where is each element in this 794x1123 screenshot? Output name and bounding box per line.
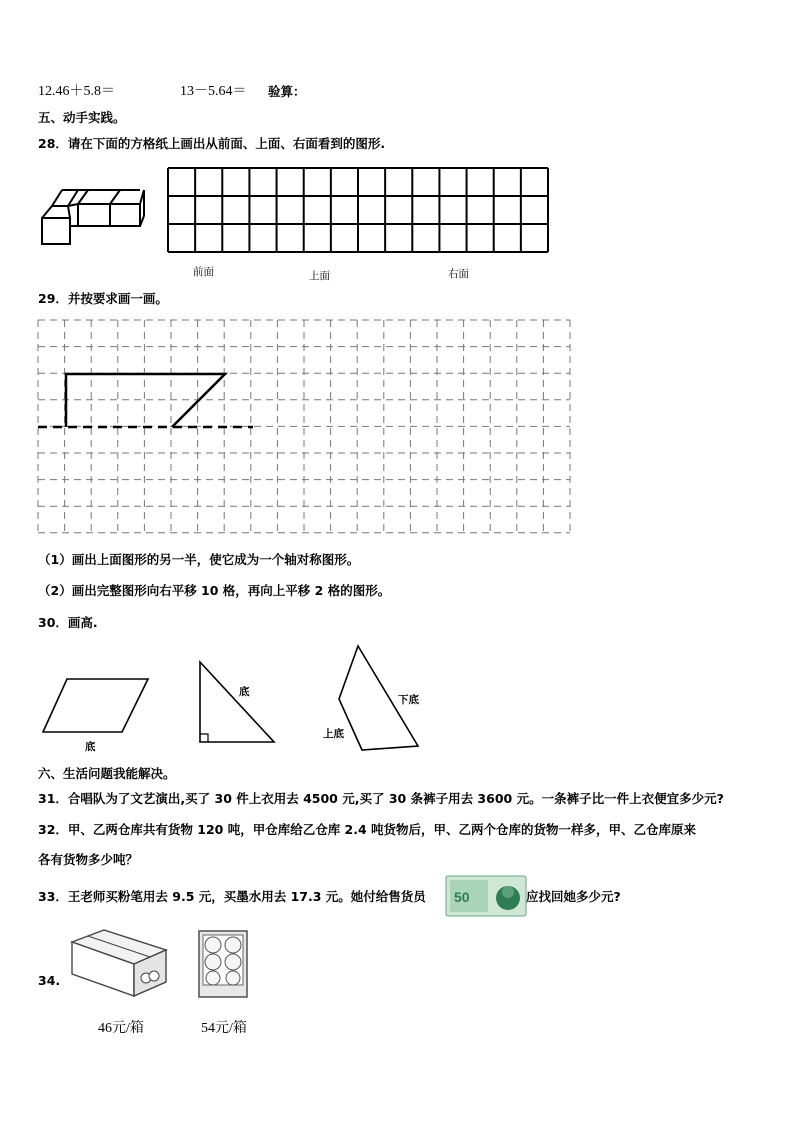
box-image xyxy=(66,928,170,1000)
trapezoid-bottom-label: 下底 xyxy=(398,694,419,706)
q33-text-after: 应找回她多少元? xyxy=(526,889,621,904)
cube-stack-figure xyxy=(38,184,148,248)
q30-text: 30．画高. xyxy=(38,615,98,630)
expression-subtraction: 13－5.64＝ xyxy=(180,84,247,99)
price-box: 46元/箱 xyxy=(98,1021,144,1036)
triangle-base-label: 底 xyxy=(239,686,250,698)
q33-text-before: 33．王老师买粉笔用去 9.5 元，买墨水用去 17.3 元。她付给售货员 xyxy=(38,889,426,904)
q29-text: 29．并按要求画一画。 xyxy=(38,291,168,306)
dashed-grid-q29 xyxy=(38,320,574,538)
price-crate: 54元/箱 xyxy=(201,1021,247,1036)
q29-sub2: （2）画出完整图形向右平移 10 格，再向上平移 2 格的图形。 xyxy=(38,583,391,598)
q28-text: 28．请在下面的方格纸上画出从前面、上面、右面看到的图形. xyxy=(38,136,386,151)
label-top: 上面 xyxy=(309,270,330,282)
check-label: 验算： xyxy=(268,84,306,99)
section5-title: 五、动手实践。 xyxy=(38,110,126,125)
label-front: 前面 xyxy=(193,266,214,278)
right-triangle xyxy=(196,660,282,760)
banknote-denomination: 50 xyxy=(454,889,470,905)
section6-title: 六、生活问题我能解决。 xyxy=(38,766,176,781)
banknote-image xyxy=(446,876,526,916)
q29-sub1: （1）画出上面图形的另一半，使它成为一个轴对称图形。 xyxy=(38,552,360,567)
grid-paper-q28 xyxy=(166,166,550,254)
parallelogram-base-label: 底 xyxy=(85,741,96,753)
q32-line1: 32．甲、乙两仓库共有货物 120 吨，甲仓库给乙仓库 2.4 吨货物后，甲、乙两个仓库的货物一样多，甲、乙仓库原来 xyxy=(38,822,697,837)
trapezoid-top-label: 上底 xyxy=(323,728,344,740)
parallelogram xyxy=(40,676,152,736)
label-right: 右面 xyxy=(448,268,469,280)
q32-line2: 各有货物多少吨？ xyxy=(38,852,139,867)
fruit-crate-image xyxy=(196,928,250,1000)
q34-number: 34. xyxy=(38,973,61,988)
q31-text: 31．合唱队为了文艺演出,买了 30 件上衣用去 4500 元,买了 30 条裤子用去 3600 元。一条裤子比一件上衣便宜多少元? xyxy=(38,791,724,806)
expression-addition: 12.46＋5.8＝ xyxy=(38,84,115,99)
half-shape xyxy=(66,374,225,427)
